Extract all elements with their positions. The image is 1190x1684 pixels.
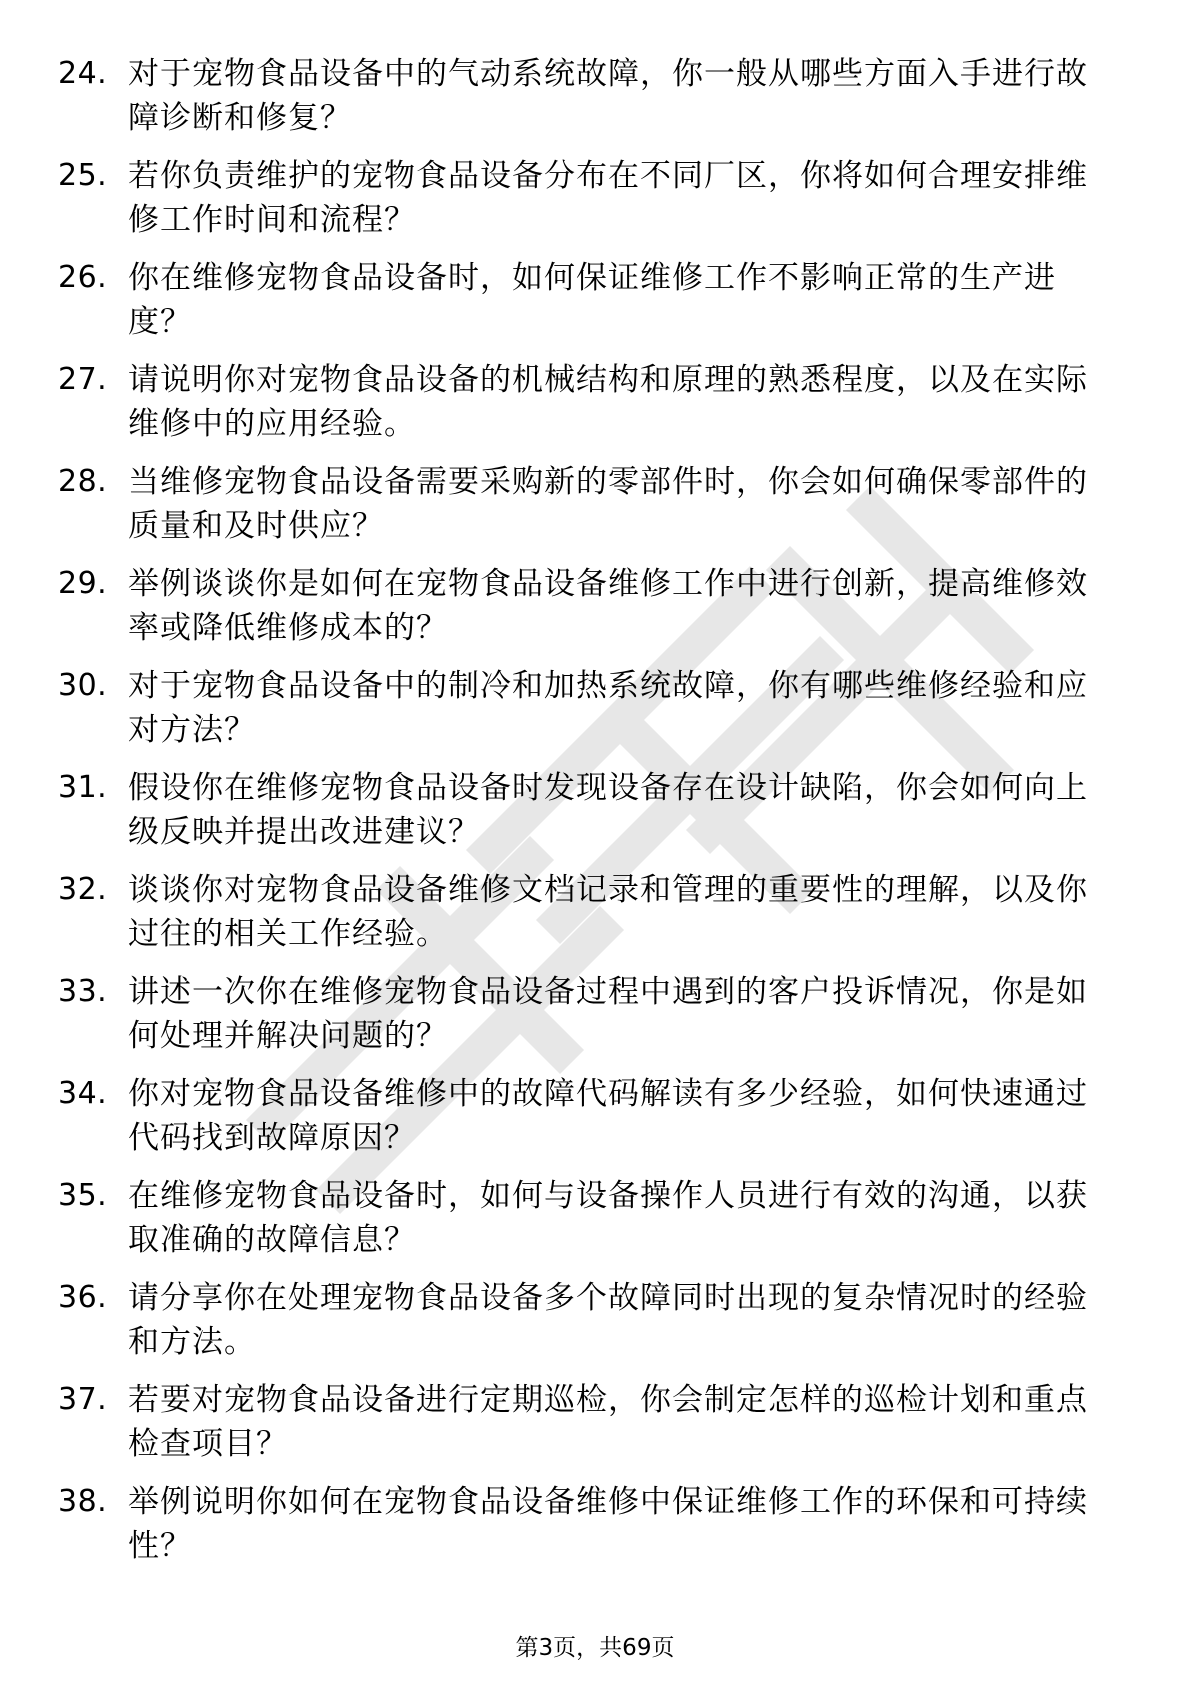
question-text: 谈谈你对宠物食品设备维修文档记录和管理的重要性的理解，以及你过往的相关工作经验。 xyxy=(128,872,1088,952)
question-text: 请分享你在处理宠物食品设备多个故障同时出现的复杂情况时的经验和方法。 xyxy=(128,1280,1088,1360)
question-item xyxy=(58,664,1118,766)
question-number: 36. xyxy=(58,1280,108,1315)
question-item xyxy=(58,52,1118,154)
question-item xyxy=(58,1378,1118,1480)
question-number: 28. xyxy=(58,464,108,499)
question-text: 举例说明你如何在宠物食品设备维修中保证维修工作的环保和可持续性？ xyxy=(128,1484,1088,1564)
question-item xyxy=(58,970,1118,1072)
question-number: 30. xyxy=(58,668,108,703)
question-item xyxy=(58,358,1118,460)
question-item xyxy=(58,868,1118,970)
question-item xyxy=(58,460,1118,562)
question-number: 34. xyxy=(58,1076,108,1111)
question-number: 31. xyxy=(58,770,108,805)
question-text: 举例谈谈你是如何在宠物食品设备维修工作中进行创新，提高维修效率或降低维修成本的？ xyxy=(128,566,1088,646)
question-number: 33. xyxy=(58,974,108,1009)
question-text: 假设你在维修宠物食品设备时发现设备存在设计缺陷，你会如何向上级反映并提出改进建议？ xyxy=(128,770,1088,850)
question-text: 请说明你对宠物食品设备的机械结构和原理的熟悉程度，以及在实际维修中的应用经验。 xyxy=(128,362,1088,442)
question-number: 24. xyxy=(58,56,108,91)
question-text: 对于宠物食品设备中的气动系统故障，你一般从哪些方面入手进行故障诊断和修复？ xyxy=(128,56,1088,136)
question-text: 在维修宠物食品设备时，如何与设备操作人员进行有效的沟通，以获取准确的故障信息？ xyxy=(128,1178,1088,1258)
question-text: 讲述一次你在维修宠物食品设备过程中遇到的客户投诉情况，你是如何处理并解决问题的？ xyxy=(128,974,1088,1054)
question-text: 当维修宠物食品设备需要采购新的零部件时，你会如何确保零部件的质量和及时供应？ xyxy=(128,464,1088,544)
question-number: 37. xyxy=(58,1382,108,1417)
question-number: 26. xyxy=(58,260,108,295)
question-list xyxy=(58,52,1118,1582)
question-item xyxy=(58,562,1118,664)
question-item xyxy=(58,1174,1118,1276)
question-text: 对于宠物食品设备中的制冷和加热系统故障，你有哪些维修经验和应对方法？ xyxy=(128,668,1088,748)
question-number: 27. xyxy=(58,362,108,397)
question-item xyxy=(58,766,1118,868)
question-number: 38. xyxy=(58,1484,108,1519)
question-item xyxy=(58,1480,1118,1582)
question-number: 25. xyxy=(58,158,108,193)
question-text: 若要对宠物食品设备进行定期巡检，你会制定怎样的巡检计划和重点检查项目？ xyxy=(128,1382,1088,1462)
question-item xyxy=(58,1072,1118,1174)
page-number-footer: 第3页，共69页 xyxy=(515,1635,675,1661)
question-item xyxy=(58,154,1118,256)
question-text: 若你负责维护的宠物食品设备分布在不同厂区，你将如何合理安排维修工作时间和流程？ xyxy=(128,158,1088,238)
question-text: 你在维修宠物食品设备时，如何保证维修工作不影响正常的生产进度？ xyxy=(128,260,1056,340)
question-number: 32. xyxy=(58,872,108,907)
question-item xyxy=(58,256,1118,358)
question-item xyxy=(58,1276,1118,1378)
question-number: 35. xyxy=(58,1178,108,1213)
question-text: 你对宠物食品设备维修中的故障代码解读有多少经验，如何快速通过代码找到故障原因？ xyxy=(128,1076,1088,1156)
question-number: 29. xyxy=(58,566,108,601)
